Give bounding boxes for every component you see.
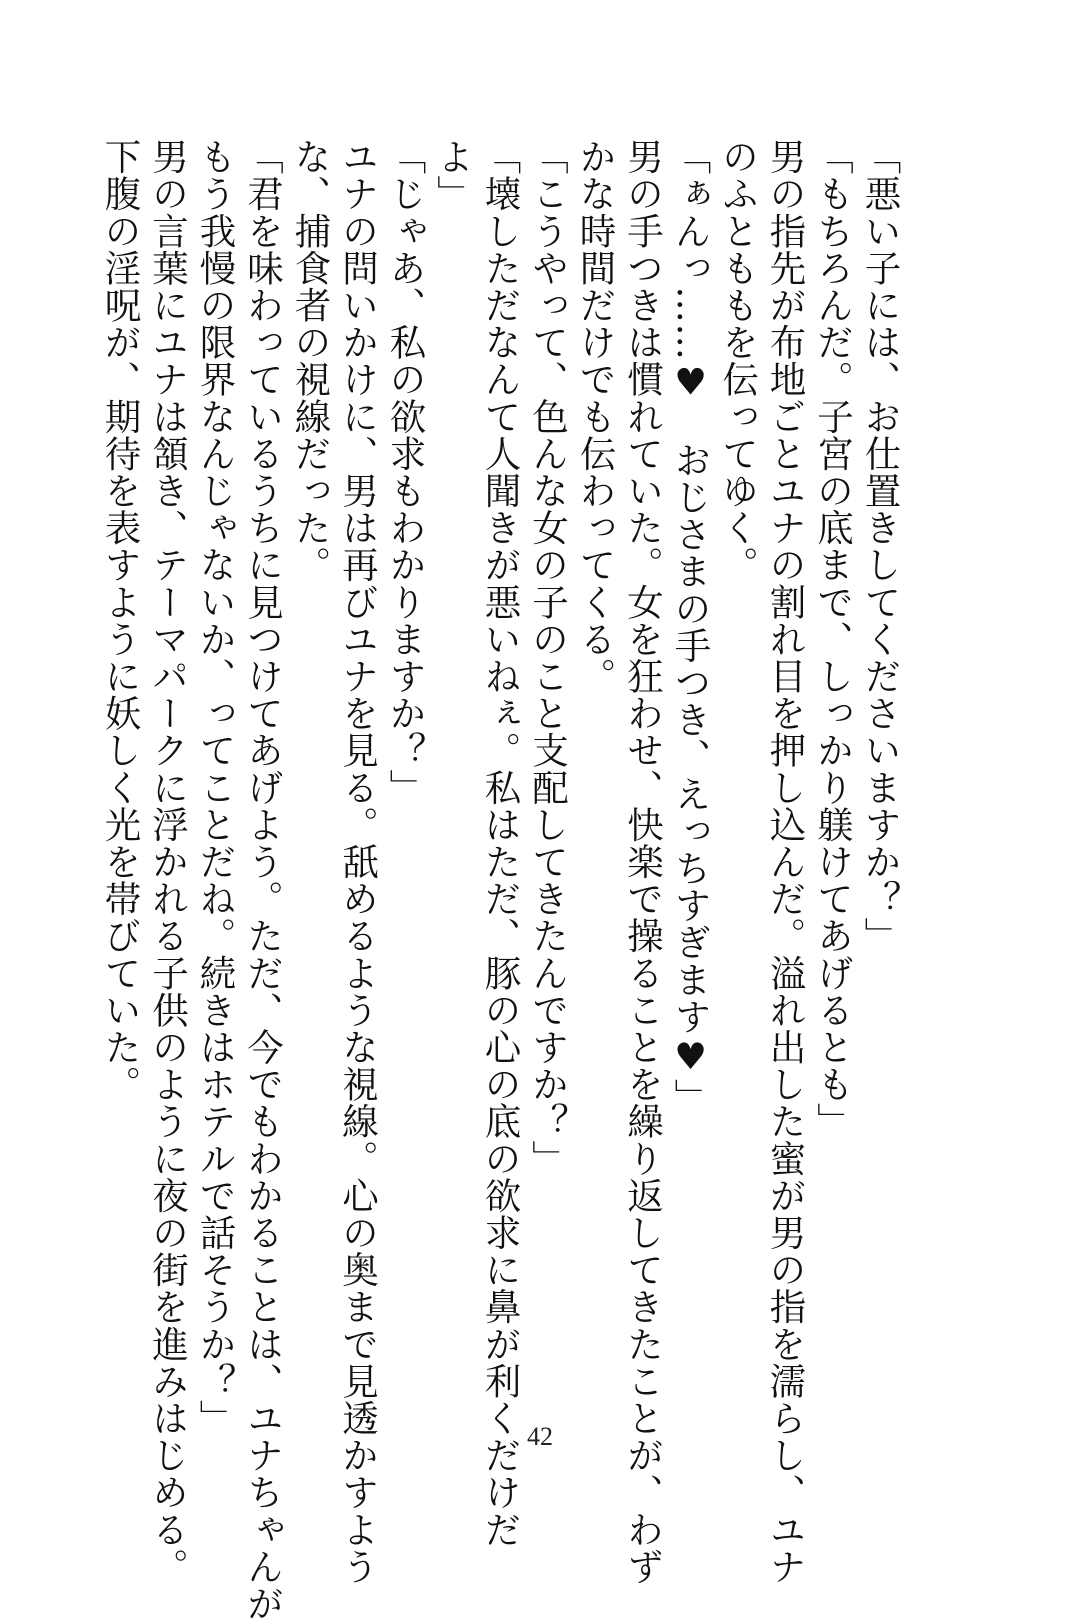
text-line: 「君を味わっているうちに見つけてあげよう。ただ、今でもわかることは、ユナちゃんが [241, 138, 285, 1622]
text-line: もう我慢の限界なんじゃないか、ってことだね。続きはホテルで話そうか？」 [194, 138, 237, 1437]
text-line: 「じゃあ、私の欲求もわかりますか？」 [384, 138, 427, 806]
text-line: 「こうやって、色んな女の子のこと支配してきたんですか？」 [526, 138, 570, 1177]
text-line: 「もちろんだ。子宮の底まで、しっかり躾けてあげるとも」 [811, 138, 855, 1140]
text-line: 「壊しただなんて人聞きが悪いねぇ。私はただ、豚の心の底の欲求に鼻が利くだけだ [479, 138, 522, 1548]
text-line: 男の手つきは慣れていた。女を狂わせ、快楽で操ることを繰り返してきたことが、わず [621, 138, 665, 1585]
text-line: 下腹の淫呪が、期待を表すように妖しく光を帯びていた。 [99, 138, 142, 1103]
text-line: よ」 [431, 138, 475, 213]
text-line: かな時間だけでも伝わってくる。 [574, 138, 617, 695]
text-line: ユナの問いかけに、男は再びユナを見る。舐めるような視線。心の奥まで見透かすよう [336, 138, 380, 1585]
text-line: 男の言葉にユナは頷き、テーマパークに浮かれる子供のように夜の街を進みはじめる。 [146, 138, 190, 1585]
page-number: 42 [527, 1422, 553, 1451]
text-line: 「悪い子には、お仕置きしてくださいますか？」 [859, 138, 902, 955]
text-line: 男の指先が布地ごとユナの割れ目を押し込んだ。溢れ出した蜜が男の指を濡らし、ユナ [764, 138, 807, 1585]
text-line: のふとももを伝ってゆく。 [716, 138, 760, 584]
text-line: 「ぁんっ……♥ おじさまの手つき、えっちすぎます♥」 [669, 138, 712, 1116]
text-line: な、捕食者の視線だった。 [289, 138, 332, 584]
vertical-text-block [99, 138, 904, 1622]
